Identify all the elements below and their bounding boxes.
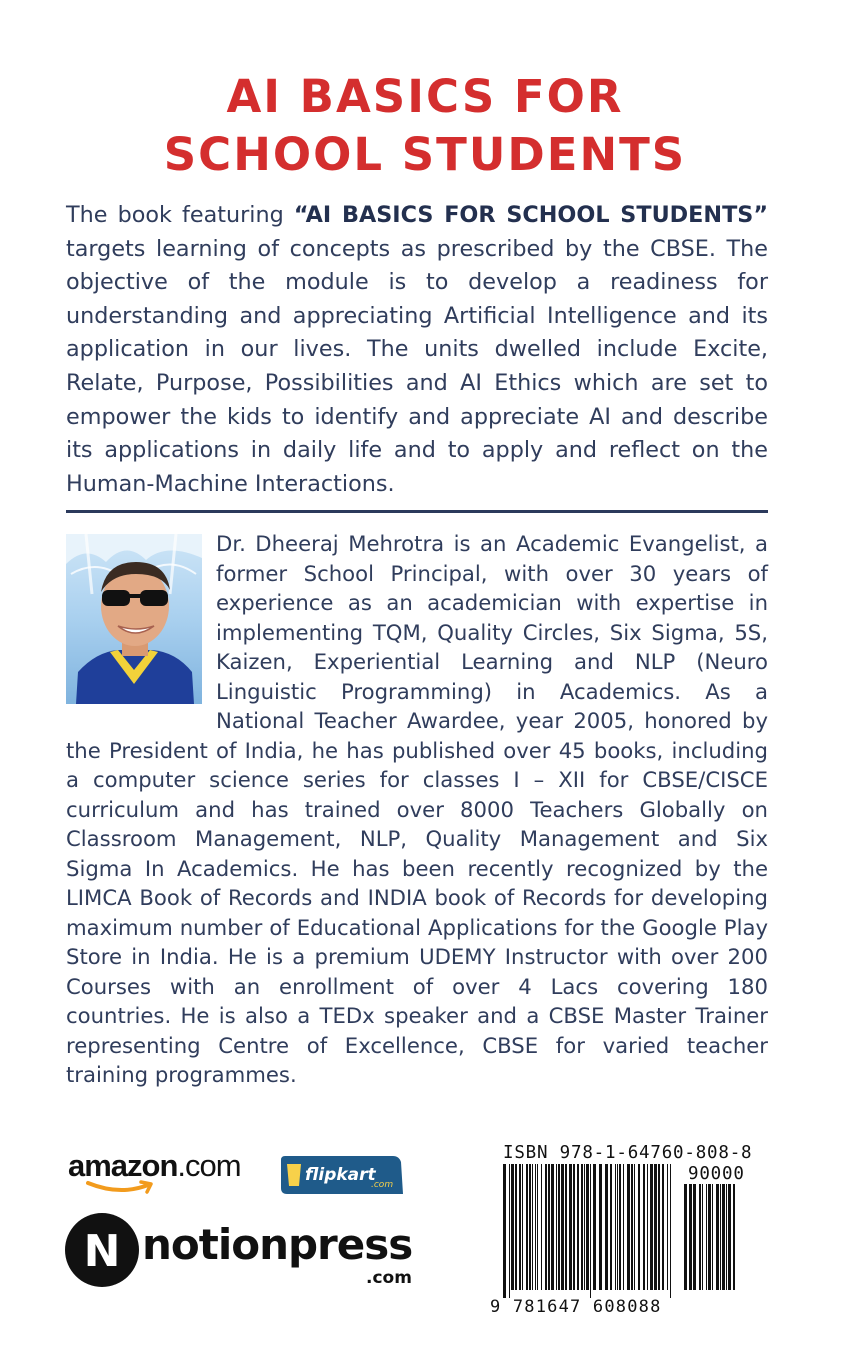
barcode-bar [519,1164,521,1290]
barcode-bar [631,1164,633,1290]
book-title-line-1: AI BASICS FOR [226,70,624,123]
barcode-bar [561,1164,564,1290]
intro-body: targets learning of concepts as prescribed by the CBSE. The objective of the module is to develop a readiness for understanding and appreciating Artificial Intelligence and its application in our lives. The units dwelled include Excite, Relate, Purpose, Possibilities and AI Ethics which are set to empower the kids to identify and appreciate AI and describe its applications in daily life and to apply and reflect on the Human-Machine Interactions. [66,235,768,497]
barcode-bar [647,1164,648,1290]
isbn-barcode [503,1164,675,1298]
amazon-logo-dotcom: .com [177,1148,241,1183]
barcode-bar [638,1164,640,1290]
barcode-bar [569,1164,572,1290]
barcode-bar [556,1164,557,1290]
book-title [0,68,850,184]
barcode-bar [511,1164,514,1290]
flipkart-logo-dotcom: .com [371,1180,394,1190]
barcode-bar [654,1164,657,1290]
barcode-bar [712,1184,713,1290]
barcode-bar [722,1184,725,1290]
author-bio [66,529,768,1090]
barcode-bar [515,1164,517,1290]
barcode-bar [522,1164,523,1290]
barcode-bar [706,1184,707,1290]
barcode-bar [726,1184,727,1290]
intro-paragraph [66,199,768,501]
barcode-bar [619,1164,621,1290]
barcode-bar [537,1164,538,1290]
barcode-bar [584,1164,585,1290]
barcode-bar [509,1164,510,1298]
notionpress-logo-dotcom: .com [366,1268,412,1288]
amazon-smile-icon [86,1180,156,1196]
notionpress-logo-icon [64,1212,140,1288]
barcode-bar [565,1164,567,1290]
barcode-bar [667,1164,668,1290]
barcode-bar [610,1164,612,1290]
barcode-bar [558,1164,560,1290]
barcode-bar [658,1164,660,1290]
author-bio-text: Dr. Dheeraj Mehrotra is an Academic Evangelist, a former School Principal, with over 30 years of experience as an academician with expertise in implementing TQM, Quality Circles, Six Sigma, 5S, Kaizen, Experiential Learning and NLP (Neuro Linguistic Programming) in Academics. As a National Teacher Awardee, year 2005, honored by the President of India, he has published over 45 books, including a computer science series for classes I – XII for CBSE/CISCE curriculum and has trained over 8000 Teachers Globally on Classroom Management, NLP, Quality Management and Six Sigma In Academics. He has been recently recognized by the LIMCA Book of Records and INDIA book of Records for developing maximum number of Educational Applications for the Google Play Store in India. He is a premium UDEMY Instructor with over 200 Courses with an enrollment of over 4 Lacs covering 180 countries. He is also a TEDx speaker and a CBSE Master Trainer representing Centre of Excellence, CBSE for varied teacher training programmes. [66,531,768,1087]
photo-spacer [66,529,216,707]
notionpress-logo-initial: N [83,1226,121,1277]
notionpress-logo-text: notionpress [142,1220,413,1269]
amazon-logo-text: amazon [68,1148,178,1183]
barcode-bar [693,1184,696,1290]
barcode-bar [728,1184,731,1290]
barcode-bar [529,1164,531,1290]
intro-book-title: “AI BASICS FOR SCHOOL STUDENTS” [293,202,768,228]
barcode-bar [670,1164,671,1298]
barcode-bar [634,1164,635,1290]
barcode-bar [708,1184,711,1290]
barcode-bar [720,1184,721,1290]
barcode-bar [548,1164,550,1290]
barcode-bar [526,1164,528,1290]
barcode-bar [716,1184,719,1290]
price-code: 90000 [688,1164,745,1184]
barcode-bar [684,1184,687,1290]
barcode-bar [535,1164,536,1290]
barcode-bar [586,1164,589,1290]
barcode-bar [599,1164,602,1290]
barcode-bar [627,1164,630,1290]
barcode-bar [545,1164,547,1290]
barcode-bar [581,1164,583,1290]
barcode-bar [615,1164,616,1290]
price-addon-barcode [684,1184,740,1298]
barcode-bar [503,1164,506,1298]
barcode-bar [699,1184,701,1290]
section-divider [66,510,768,513]
barcode-bar [593,1164,596,1290]
barcode-bar [643,1164,645,1290]
barcode-bar [689,1184,692,1290]
barcode-bar [590,1164,591,1298]
barcode-bar [650,1164,653,1290]
barcode-bar [605,1164,608,1290]
barcode-bar [532,1164,533,1290]
barcode-bar [733,1184,735,1290]
isbn-label: ISBN 978-1-64760-808-8 [503,1143,753,1163]
book-title-line-2: SCHOOL STUDENTS [163,128,687,181]
barcode-bar [623,1164,624,1290]
barcode-bar [617,1164,618,1290]
flipkart-logo-text: flipkart [305,1165,376,1185]
barcode-bar [541,1164,542,1290]
barcode-bar [573,1164,575,1290]
barcode-digits: 9 781647 608088 [490,1297,662,1317]
amazon-logo [68,1148,241,1184]
barcode-bar [551,1164,554,1290]
intro-lead: The book featuring [66,202,294,228]
barcode-bar [662,1164,664,1290]
barcode-bar [577,1164,579,1290]
barcode-bar [702,1184,703,1290]
flipkart-logo [281,1156,403,1194]
